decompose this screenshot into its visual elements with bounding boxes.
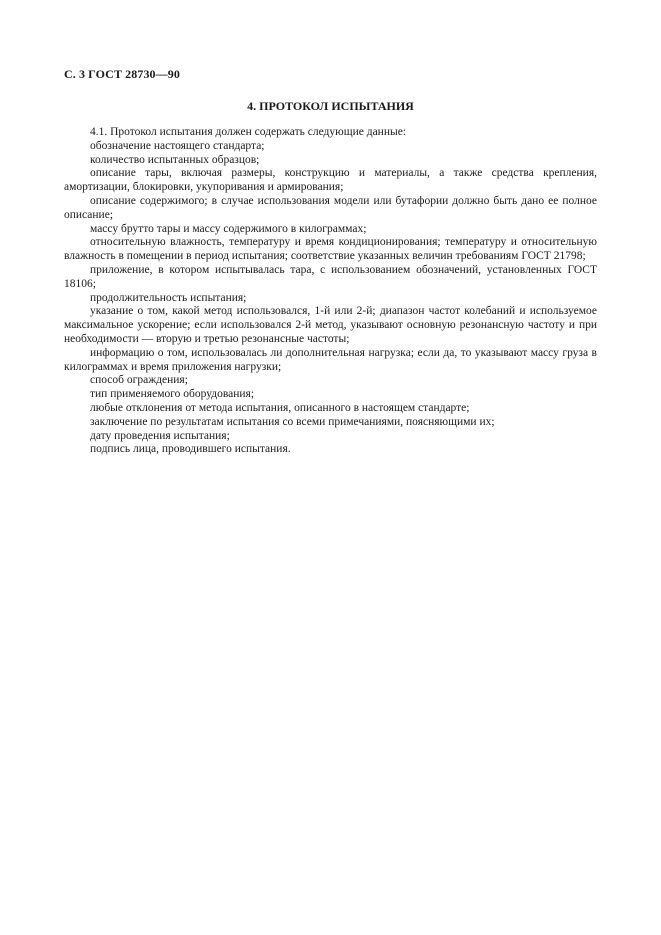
list-item: подпись лица, проводившего испытания.	[90, 443, 291, 456]
list-item: заключение по результатам испытания со всеми примечаниями, поясняющими их;	[90, 415, 495, 428]
protocol-body	[64, 126, 597, 457]
list-item: дату проведения испытания;	[90, 429, 230, 442]
list-item: количество испытанных образцов;	[90, 153, 260, 166]
list-item: описание содержимого; в случае использования модели или бутафории должно быть дано ее полное описание;	[64, 194, 597, 221]
list-item: обозначение настоящего стандарта;	[90, 139, 265, 152]
list-item: приложение, в котором испытывалась тара, с использованием обозначений, установленных ГОСТ 18106;	[64, 263, 597, 290]
section-title: 4. ПРОТОКОЛ ИСПЫТАНИЯ	[247, 99, 414, 113]
list-item: относительную влажность, температуру и время кондиционирования; температуру и относительную влажность в помещении в период испытания; соответствие указанных величин требованиям ГОСТ 21798;	[64, 236, 597, 263]
page-header: С. 3 ГОСТ 28730—90	[64, 67, 180, 81]
list-item: продолжительность испытания;	[90, 291, 247, 304]
list-item: тип применяемого оборудования;	[90, 388, 255, 401]
list-item: любые отклонения от метода испытания, описанного в настоящем стандарте;	[90, 401, 470, 414]
list-item: описание тары, включая размеры, конструкцию и материалы, а также средства крепления, амортизации, блокировки, укупоривания и армирования;	[64, 167, 597, 194]
list-item: массу брутто тары и массу содержимого в килограммах;	[90, 222, 367, 235]
list-item: способ ограждения;	[90, 374, 188, 387]
list-item: информацию о том, использовалась ли дополнительная нагрузка; если да, то указывают массу груза в килограммах и время приложения нагрузки;	[64, 346, 597, 373]
paragraph-intro: 4.1. Протокол испытания должен содержать следующие данные:	[90, 126, 407, 138]
list-item: указание о том, какой метод использовался, 1-й или 2-й; диапазон частот колебаний и используемое максимальное ускорение; если использовался 2-й метод, указывают основную резонансную частоту и при необходимости — вторую и третью резонансные частоты;	[64, 305, 597, 345]
